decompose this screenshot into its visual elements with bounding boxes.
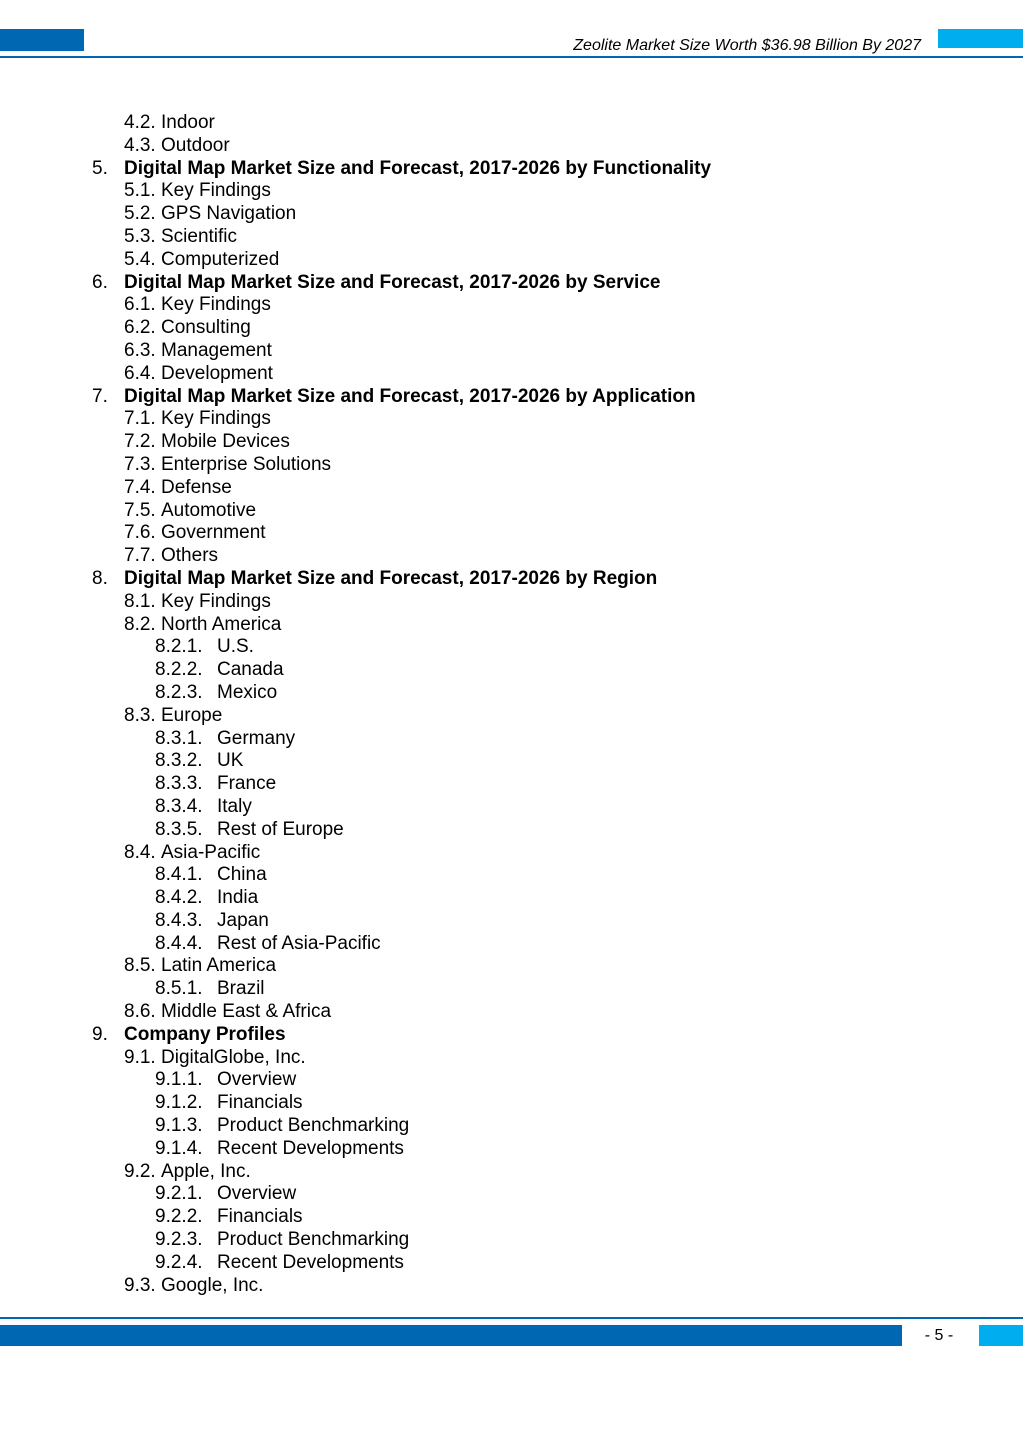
toc-entry-number: 4.3. bbox=[124, 134, 156, 156]
toc-subsection bbox=[0, 363, 1023, 386]
toc-subsubsection bbox=[0, 819, 1023, 842]
toc-subsubsection bbox=[0, 1115, 1023, 1138]
toc-section bbox=[0, 386, 1023, 409]
toc-subsection bbox=[0, 317, 1023, 340]
toc-entry-label: Middle East & Africa bbox=[161, 1001, 332, 1023]
toc-subsection bbox=[0, 522, 1023, 545]
toc-subsection bbox=[0, 1275, 1023, 1298]
toc-entry-number: 9.1.1. bbox=[155, 1069, 203, 1091]
toc-entry-label: Overview bbox=[217, 1183, 297, 1205]
toc-entry-label: Company Profiles bbox=[124, 1023, 286, 1045]
toc-subsubsection bbox=[0, 659, 1023, 682]
toc-subsubsection bbox=[0, 1069, 1023, 1092]
toc-subsubsection bbox=[0, 887, 1023, 910]
toc-subsubsection bbox=[0, 1138, 1023, 1161]
toc-entry-number: 8.4.1. bbox=[155, 864, 203, 886]
toc-subsection bbox=[0, 294, 1023, 317]
toc-entry-number: 9.3. bbox=[124, 1274, 156, 1296]
toc-subsection bbox=[0, 226, 1023, 249]
toc-entry-label: Key Findings bbox=[161, 180, 271, 202]
toc-subsection bbox=[0, 500, 1023, 523]
header-title: Zeolite Market Size Worth $36.98 Billion By 2027 bbox=[573, 37, 921, 54]
toc-entry-number: 5.3. bbox=[124, 225, 156, 247]
toc-subsubsection bbox=[0, 773, 1023, 796]
toc-subsection bbox=[0, 203, 1023, 226]
footer-accent-bar bbox=[0, 1325, 902, 1346]
toc-subsection bbox=[0, 614, 1023, 637]
toc-subsection bbox=[0, 1161, 1023, 1184]
toc-section bbox=[0, 568, 1023, 591]
toc-entry-number: 8.5. bbox=[124, 955, 156, 977]
toc-entry-label: Apple, Inc. bbox=[161, 1160, 251, 1182]
toc-entry-label: Defense bbox=[161, 476, 232, 498]
toc-entry-number: 8.3.1. bbox=[155, 727, 203, 749]
toc-entry-label: Key Findings bbox=[161, 294, 271, 316]
toc-entry-label: UK bbox=[217, 750, 244, 772]
toc-subsubsection bbox=[0, 978, 1023, 1001]
toc-entry-label: Digital Map Market Size and Forecast, 2017-2026 by Service bbox=[124, 271, 661, 293]
toc-entry-number: 8.4.3. bbox=[155, 909, 203, 931]
toc-entry-label: Government bbox=[161, 522, 266, 544]
toc-entry-number: 7.3. bbox=[124, 453, 156, 475]
toc-subsection bbox=[0, 545, 1023, 568]
toc-entry-number: 9.1.2. bbox=[155, 1092, 203, 1114]
toc-entry-label: Consulting bbox=[161, 317, 251, 339]
toc-entry-number: 9.2.4. bbox=[155, 1251, 203, 1273]
toc-entry-number: 5.4. bbox=[124, 248, 156, 270]
toc-entry-number: 8.2. bbox=[124, 613, 156, 635]
header-rule bbox=[0, 56, 1023, 58]
toc-subsubsection bbox=[0, 1229, 1023, 1252]
toc-subsubsection bbox=[0, 1206, 1023, 1229]
toc-section bbox=[0, 272, 1023, 295]
toc-subsection bbox=[0, 431, 1023, 454]
toc-entry-number: 9.1.4. bbox=[155, 1137, 203, 1159]
toc-subsection bbox=[0, 1047, 1023, 1070]
toc-subsection bbox=[0, 454, 1023, 477]
toc-entry-number: 9. bbox=[92, 1023, 108, 1045]
toc-entry-label: Overview bbox=[217, 1069, 297, 1091]
page-number: - 5 - bbox=[924, 1327, 954, 1344]
toc-entry-label: Indoor bbox=[161, 112, 215, 133]
toc-entry-label: Product Benchmarking bbox=[217, 1115, 410, 1137]
toc-entry-number: 7.2. bbox=[124, 431, 156, 453]
toc-entry-label: Latin America bbox=[161, 955, 277, 977]
toc-entry-label: Germany bbox=[217, 727, 296, 749]
toc-entry-number: 8.4.2. bbox=[155, 887, 203, 909]
toc-entry-label: Canada bbox=[217, 659, 284, 681]
header-accent-block-left bbox=[0, 29, 84, 51]
toc-entry-label: Product Benchmarking bbox=[217, 1229, 410, 1251]
table-of-contents bbox=[0, 112, 1023, 1297]
toc-section bbox=[0, 158, 1023, 181]
toc-subsubsection bbox=[0, 728, 1023, 751]
toc-subsection bbox=[0, 955, 1023, 978]
toc-entry-label: Automotive bbox=[161, 499, 257, 521]
toc-subsubsection bbox=[0, 1092, 1023, 1115]
toc-entry-label: Italy bbox=[217, 795, 252, 817]
toc-entry-label: Others bbox=[161, 545, 219, 567]
toc-subsection bbox=[0, 112, 1023, 135]
toc-entry-number: 7.1. bbox=[124, 408, 156, 430]
toc-entry-number: 8.4.4. bbox=[155, 932, 203, 954]
toc-entry-label: Recent Developments bbox=[217, 1137, 404, 1159]
toc-subsubsection bbox=[0, 636, 1023, 659]
toc-entry-number: 8.6. bbox=[124, 1001, 156, 1023]
toc-entry-number: 6.4. bbox=[124, 362, 156, 384]
toc-entry-label: Asia-Pacific bbox=[161, 841, 261, 863]
toc-entry-label: DigitalGlobe, Inc. bbox=[161, 1046, 306, 1068]
toc-entry-number: 8.3.3. bbox=[155, 773, 203, 795]
toc-entry-number: 7. bbox=[92, 385, 108, 407]
toc-entry-number: 8.2.2. bbox=[155, 659, 203, 681]
toc-entry-label: Europe bbox=[161, 704, 223, 726]
toc-entry-label: GPS Navigation bbox=[161, 203, 297, 225]
toc-subsection bbox=[0, 340, 1023, 363]
toc-entry-number: 8.5.1. bbox=[155, 978, 203, 1000]
toc-entry-label: Scientific bbox=[161, 225, 238, 247]
toc-entry-number: 7.6. bbox=[124, 522, 156, 544]
toc-entry-number: 9.2.2. bbox=[155, 1206, 203, 1228]
toc-subsection bbox=[0, 591, 1023, 614]
toc-entry-label: Management bbox=[161, 339, 272, 361]
toc-entry-label: Financials bbox=[217, 1092, 303, 1114]
toc-entry-number: 9.2.1. bbox=[155, 1183, 203, 1205]
toc-entry-number: 9.1.3. bbox=[155, 1115, 203, 1137]
toc-subsubsection bbox=[0, 1183, 1023, 1206]
toc-entry-label: Mexico bbox=[217, 681, 278, 703]
toc-entry-label: Key Findings bbox=[161, 590, 271, 612]
toc-subsubsection bbox=[0, 682, 1023, 705]
toc-entry-number: 9.1. bbox=[124, 1046, 156, 1068]
toc-entry-number: 4.2. bbox=[124, 112, 156, 133]
toc-entry-number: 8.3.2. bbox=[155, 750, 203, 772]
toc-subsubsection bbox=[0, 796, 1023, 819]
toc-entry-label: China bbox=[217, 864, 267, 886]
toc-entry-label: Computerized bbox=[161, 248, 280, 270]
toc-entry-number: 8.3.4. bbox=[155, 795, 203, 817]
toc-subsection bbox=[0, 705, 1023, 728]
toc-subsection bbox=[0, 180, 1023, 203]
toc-entry-number: 8.3. bbox=[124, 704, 156, 726]
toc-entry-number: 8.1. bbox=[124, 590, 156, 612]
toc-entry-number: 5.2. bbox=[124, 203, 156, 225]
toc-entry-number: 7.7. bbox=[124, 545, 156, 567]
toc-entry-label: Brazil bbox=[217, 978, 265, 1000]
toc-entry-label: Digital Map Market Size and Forecast, 2017-2026 by Functionality bbox=[124, 157, 712, 179]
toc-entry-label: Enterprise Solutions bbox=[161, 453, 332, 475]
toc-entry-label: Development bbox=[161, 362, 273, 384]
toc-subsubsection bbox=[0, 1252, 1023, 1275]
footer-accent-block-right bbox=[979, 1325, 1023, 1346]
toc-entry-number: 5. bbox=[92, 157, 108, 179]
toc-entry-label: France bbox=[217, 773, 277, 795]
toc-entry-number: 7.5. bbox=[124, 499, 156, 521]
toc-entry-label: U.S. bbox=[217, 636, 254, 658]
toc-subsection bbox=[0, 477, 1023, 500]
toc-entry-label: Rest of Europe bbox=[217, 818, 344, 840]
toc-entry-number: 9.2. bbox=[124, 1160, 156, 1182]
toc-entry-number: 8.4. bbox=[124, 841, 156, 863]
toc-entry-number: 8. bbox=[92, 567, 108, 589]
toc-entry-label: Digital Map Market Size and Forecast, 2017-2026 by Application bbox=[124, 385, 696, 407]
toc-entry-label: Digital Map Market Size and Forecast, 2017-2026 by Region bbox=[124, 567, 658, 589]
toc-entry-number: 6.1. bbox=[124, 294, 156, 316]
toc-entry-number: 8.2.3. bbox=[155, 681, 203, 703]
toc-entry-number: 9.2.3. bbox=[155, 1229, 203, 1251]
toc-entry-number: 8.3.5. bbox=[155, 818, 203, 840]
toc-subsection bbox=[0, 408, 1023, 431]
toc-subsubsection bbox=[0, 910, 1023, 933]
toc-subsubsection bbox=[0, 750, 1023, 773]
toc-entry-label: Financials bbox=[217, 1206, 303, 1228]
toc-entry-number: 6. bbox=[92, 271, 108, 293]
toc-entry-number: 6.2. bbox=[124, 317, 156, 339]
toc-entry-label: Outdoor bbox=[161, 134, 230, 156]
toc-entry-number: 6.3. bbox=[124, 339, 156, 361]
toc-subsection bbox=[0, 1001, 1023, 1024]
toc-entry-label: Google, Inc. bbox=[161, 1274, 264, 1296]
toc-entry-label: Rest of Asia-Pacific bbox=[217, 932, 381, 954]
toc-subsubsection bbox=[0, 933, 1023, 956]
toc-entry-label: North America bbox=[161, 613, 282, 635]
toc-entry-number: 8.2.1. bbox=[155, 636, 203, 658]
toc-entry-number: 5.1. bbox=[124, 180, 156, 202]
toc-entry-label: Recent Developments bbox=[217, 1251, 404, 1273]
footer-rule bbox=[0, 1317, 1023, 1319]
toc-entry-label: Japan bbox=[217, 909, 269, 931]
toc-section bbox=[0, 1024, 1023, 1047]
toc-subsubsection bbox=[0, 864, 1023, 887]
header-accent-block-right bbox=[938, 29, 1023, 48]
toc-subsection bbox=[0, 249, 1023, 272]
toc-entry-label: Mobile Devices bbox=[161, 431, 290, 453]
toc-entry-label: Key Findings bbox=[161, 408, 271, 430]
toc-entry-label: India bbox=[217, 887, 259, 909]
toc-subsection bbox=[0, 842, 1023, 865]
toc-entry-number: 7.4. bbox=[124, 476, 156, 498]
toc-subsection bbox=[0, 135, 1023, 158]
